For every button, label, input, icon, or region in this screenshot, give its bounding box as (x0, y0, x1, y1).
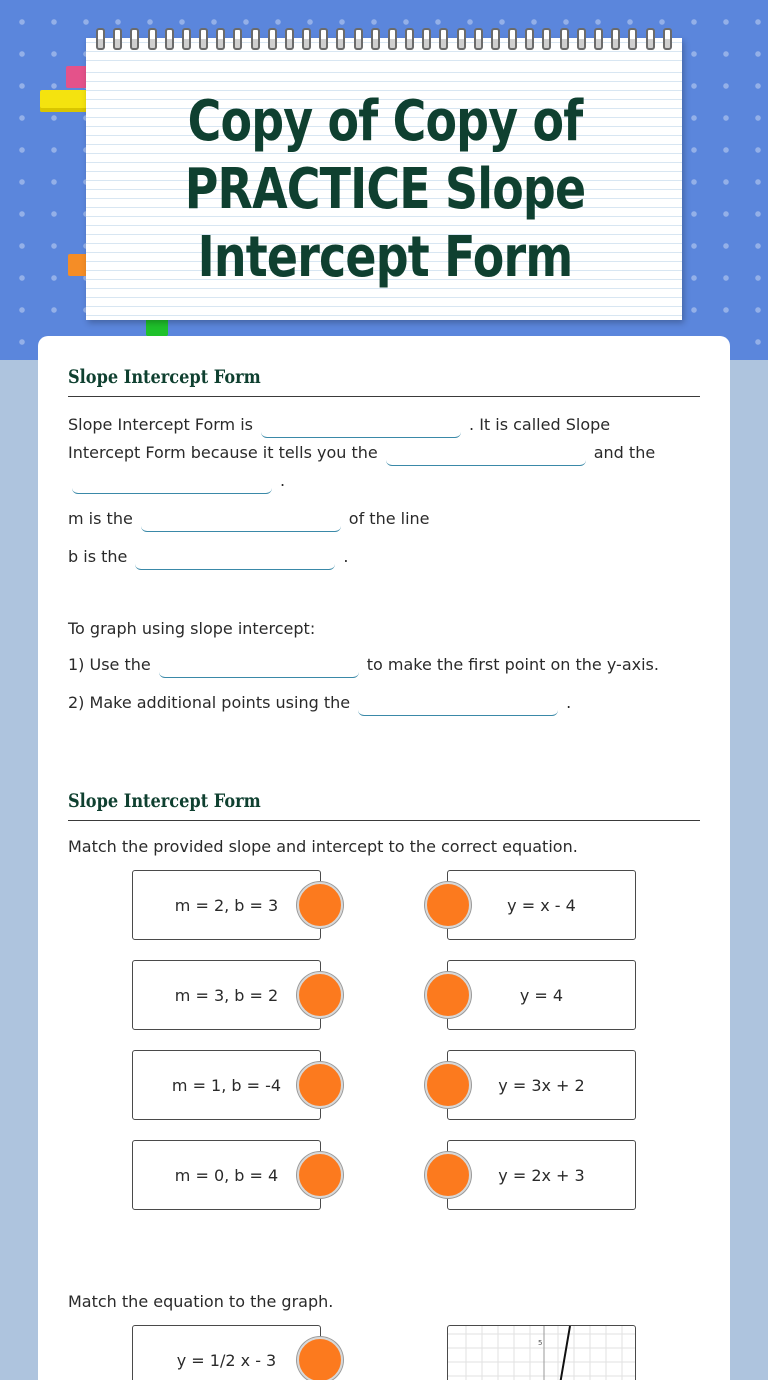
spiral-ring (474, 28, 483, 50)
match-dot-left[interactable] (297, 1062, 343, 1108)
blank-input-6[interactable] (159, 656, 359, 678)
spiral-ring (508, 28, 517, 50)
section-title-1: Slope Intercept Form (68, 366, 700, 397)
match-dot-right[interactable] (425, 1152, 471, 1198)
spiral-ring (525, 28, 534, 50)
text-segment: . (566, 693, 572, 712)
match-left-item[interactable]: m = 2, b = 3 (132, 870, 321, 940)
spiral-ring (422, 28, 431, 50)
spiral-ring (439, 28, 448, 50)
text-line-3 (68, 470, 285, 494)
spiral-ring (371, 28, 380, 50)
text-segment: 2) Make additional points using the (68, 693, 351, 712)
match-dot-right[interactable] (425, 882, 471, 928)
blank-input-3[interactable] (72, 472, 272, 494)
spiral-ring (96, 28, 105, 50)
spiral-ring (354, 28, 363, 50)
match-dot-left[interactable] (297, 972, 343, 1018)
spiral-ring (491, 28, 500, 50)
page-title: Copy of Copy of PRACTICE Slope Intercept Form (184, 89, 586, 290)
text-line-4 (68, 508, 430, 532)
text-segment: Slope Intercept Form is (68, 415, 254, 434)
spiral-ring (577, 28, 586, 50)
spiral-ring (251, 28, 260, 50)
spiral-ring (233, 28, 242, 50)
blank-input-5[interactable] (135, 548, 335, 570)
spiral-ring (594, 28, 603, 50)
text-segment: . It is called Slope (469, 415, 611, 434)
blank-input-2[interactable] (386, 444, 586, 466)
spiral-ring (336, 28, 345, 50)
blank-input-4[interactable] (141, 510, 341, 532)
graph-match-instruction: Match the equation to the graph. (68, 1292, 334, 1311)
match-dot-right[interactable] (425, 1062, 471, 1108)
spiral-ring (182, 28, 191, 50)
match-dot-right[interactable] (425, 972, 471, 1018)
text-line-8 (68, 692, 571, 716)
match-dot-left[interactable] (297, 882, 343, 928)
match-dot-left[interactable] (297, 1337, 343, 1380)
spiral-ring (628, 28, 637, 50)
match-left-item[interactable]: m = 1, b = -4 (132, 1050, 321, 1120)
spiral-ring (663, 28, 672, 50)
spiral-ring (302, 28, 311, 50)
spiral-ring (113, 28, 122, 50)
match-right-item[interactable]: y = 4 (447, 960, 636, 1030)
match-left-item[interactable]: m = 3, b = 2 (132, 960, 321, 1030)
match-instruction: Match the provided slope and intercept to the correct equation. (68, 837, 578, 856)
graph-thumbnail (448, 1326, 636, 1380)
text-segment: m is the (68, 509, 133, 528)
text-line-7 (68, 654, 659, 678)
match-dot-left[interactable] (297, 1152, 343, 1198)
text-segment: Intercept Form because it tells you the (68, 443, 378, 462)
spiral-ring (611, 28, 620, 50)
text-segment: 1) Use the (68, 655, 151, 674)
spiral-ring (216, 28, 225, 50)
text-segment: to make the first point on the y-axis. (366, 655, 659, 674)
match-right-item[interactable]: y = 2x + 3 (447, 1140, 636, 1210)
spiral-ring (457, 28, 466, 50)
spiral-ring (130, 28, 139, 50)
spiral-ring (148, 28, 157, 50)
spiral-ring (646, 28, 655, 50)
spiral-ring (268, 28, 277, 50)
spiral-ring (165, 28, 174, 50)
text-line-2 (68, 442, 655, 466)
spiral-ring (542, 28, 551, 50)
blank-input-1[interactable] (261, 416, 461, 438)
spiral-ring (199, 28, 208, 50)
notebook-tab-green (146, 318, 168, 336)
notebook-spiral (96, 28, 672, 52)
match-right-item[interactable]: y = 3x + 2 (447, 1050, 636, 1120)
spiral-ring (560, 28, 569, 50)
graph-equation-item[interactable]: y = 1/2 x - 3 (132, 1325, 321, 1380)
graph-item[interactable] (447, 1325, 636, 1380)
text-segment: b is the (68, 547, 128, 566)
spiral-ring (405, 28, 414, 50)
spiral-ring (388, 28, 397, 50)
text-segment: . (280, 471, 286, 490)
section-title-2: Slope Intercept Form (68, 790, 700, 821)
text-segment: . (343, 547, 349, 566)
match-right-item[interactable]: y = x - 4 (447, 870, 636, 940)
spiral-ring (319, 28, 328, 50)
blank-input-7[interactable] (358, 694, 558, 716)
spiral-ring (285, 28, 294, 50)
text-line-6: To graph using slope intercept: (68, 619, 316, 638)
match-left-item[interactable]: m = 0, b = 4 (132, 1140, 321, 1210)
text-line-1 (68, 414, 610, 438)
notebook-tab-yellow (40, 90, 92, 112)
text-line-5 (68, 546, 348, 570)
text-segment: and the (593, 443, 656, 462)
text-segment: of the line (348, 509, 430, 528)
graph-tick-label: 5 (538, 1339, 543, 1347)
